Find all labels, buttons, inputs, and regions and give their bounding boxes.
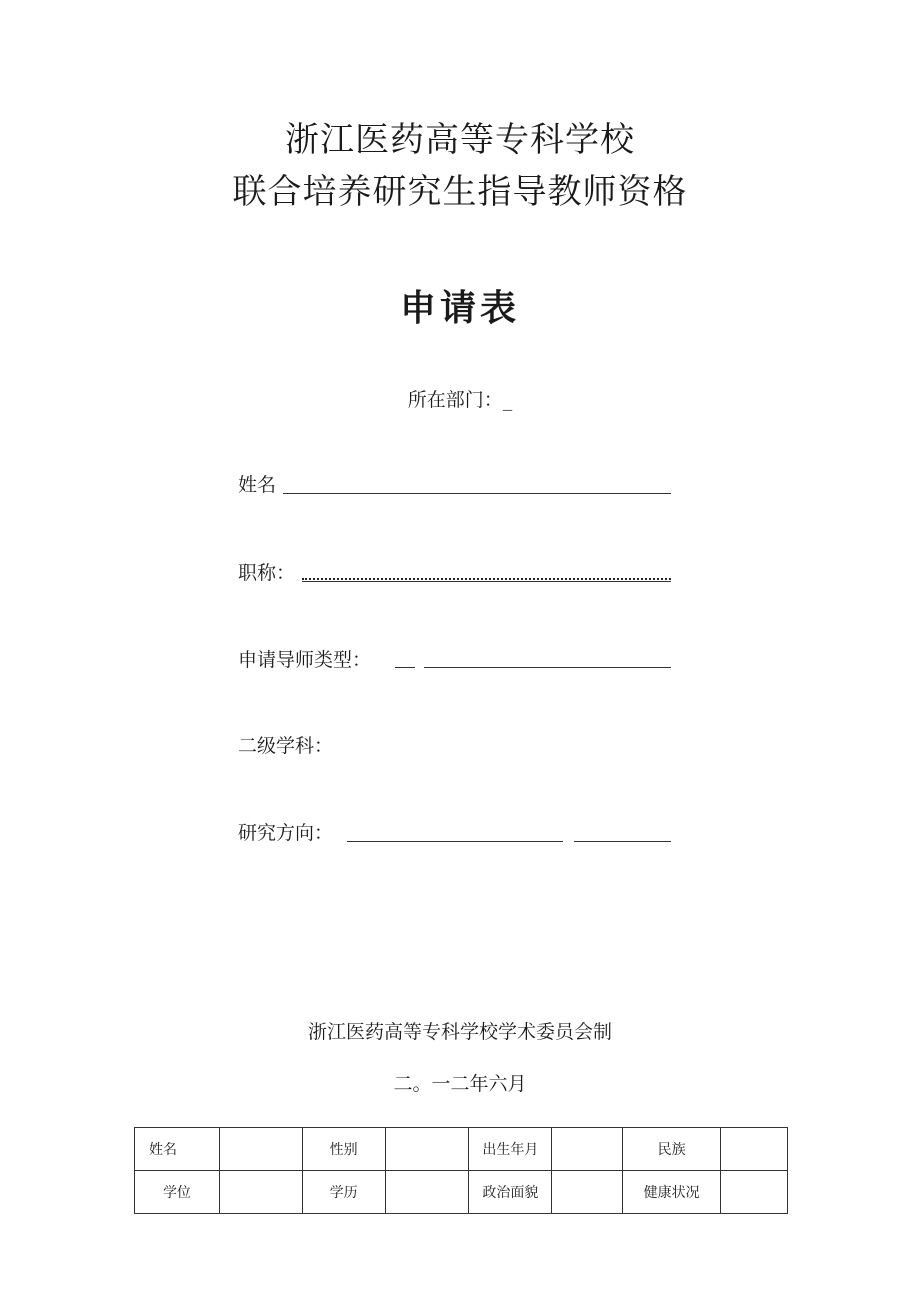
issue-date: 二。一二年六月 <box>393 1073 527 1095</box>
title-field-label: 职称： <box>238 562 296 584</box>
cell-degree-value[interactable] <box>219 1171 302 1214</box>
cell-education-value[interactable] <box>385 1171 469 1214</box>
mentor-type-field-line-short[interactable] <box>395 667 415 668</box>
cell-name-label: 姓名 <box>135 1128 220 1171</box>
document-title-line-1: 浙江医药高等专科学校 <box>285 120 635 160</box>
table-row <box>135 1128 788 1171</box>
department-value[interactable]: _ <box>502 389 513 411</box>
table-row <box>135 1171 788 1214</box>
personal-info-table <box>134 1127 788 1214</box>
department-label: 所在部门： <box>407 389 503 411</box>
department-field <box>0 385 920 412</box>
title-field-line[interactable] <box>302 581 671 582</box>
cell-health-value[interactable] <box>721 1171 788 1214</box>
name-field-line[interactable] <box>283 493 671 494</box>
cell-name-value[interactable] <box>219 1128 302 1171</box>
cell-ethnicity-label: 民族 <box>623 1128 721 1171</box>
cell-political-label: 政治面貌 <box>469 1171 552 1214</box>
cell-education-label: 学历 <box>302 1171 385 1214</box>
name-field-label: 姓名 <box>238 474 277 496</box>
document-subtitle: 申请表 <box>399 287 520 329</box>
subject-field-label: 二级学科： <box>238 735 334 757</box>
cell-health-label: 健康状况 <box>623 1171 721 1214</box>
cell-gender-value[interactable] <box>385 1128 469 1171</box>
cell-ethnicity-value[interactable] <box>721 1128 788 1171</box>
title-field-dotted-line[interactable] <box>302 578 671 580</box>
cell-degree-label: 学位 <box>135 1171 220 1214</box>
research-field-label: 研究方向： <box>238 822 334 844</box>
cell-gender-label: 性别 <box>302 1128 385 1171</box>
mentor-type-field-line[interactable] <box>424 667 671 668</box>
issuing-organization: 浙江医药高等专科学校学术委员会制 <box>307 1021 612 1043</box>
document-title-line-2: 联合培养研究生指导教师资格 <box>232 172 688 212</box>
research-field-line[interactable] <box>347 841 563 842</box>
cell-political-value[interactable] <box>552 1171 623 1214</box>
research-field-line-2[interactable] <box>574 841 671 842</box>
mentor-type-field-label: 申请导师类型： <box>238 649 372 671</box>
cell-birth-label: 出生年月 <box>469 1128 552 1171</box>
cell-birth-value[interactable] <box>552 1128 623 1171</box>
